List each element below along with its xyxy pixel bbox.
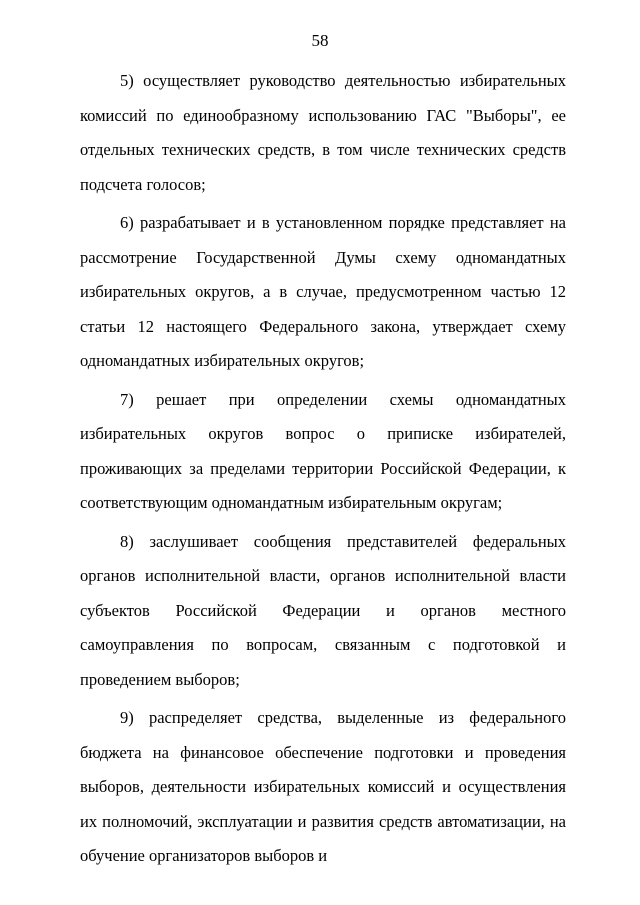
- paragraph-item-6: 6) разрабатывает и в установленном порядке представляет на рассмотрение Государственной Думы схему одномандатных избирательных округов, а в случае, предусмотренном частью 12 статьи 12 настоящего Федерального закона, утверждает схему одномандатных избирательных округов;: [80, 213, 566, 370]
- paragraph-item-8: 8) заслушивает сообщения представителей федеральных органов исполнительной власти, органов исполнительной власти субъектов Российской Федерации и органов местного самоуправления по вопросам, связанным с подготовкой и проведением выборов;: [80, 531, 566, 689]
- paragraph-item-7: 7) решает при определении схемы одномандатных избирательных округов вопрос о приписке избирателей, проживающих за пределами территории Российской Федерации, к соответствующим одномандатным избирательным округам;: [80, 389, 566, 512]
- paragraph-item-9: 9) распределяет средства, выделенные из федерального бюджета на финансовое обеспечение подготовки и проведения выборов, деятельности избирательных комиссий и осуществления их полномочий, эксплуатации и развития средств автоматизации, на обучение организаторов выборов и: [80, 708, 566, 865]
- page-number: 58: [311, 31, 329, 50]
- document-body: [80, 64, 566, 878]
- paragraph-item-5: 5) осуществляет руководство деятельностью избирательных комиссий по единообразному использованию ГАС "Выборы", ее отдельных технических средств, в том числе технических средств подсчета голосов;: [80, 71, 566, 194]
